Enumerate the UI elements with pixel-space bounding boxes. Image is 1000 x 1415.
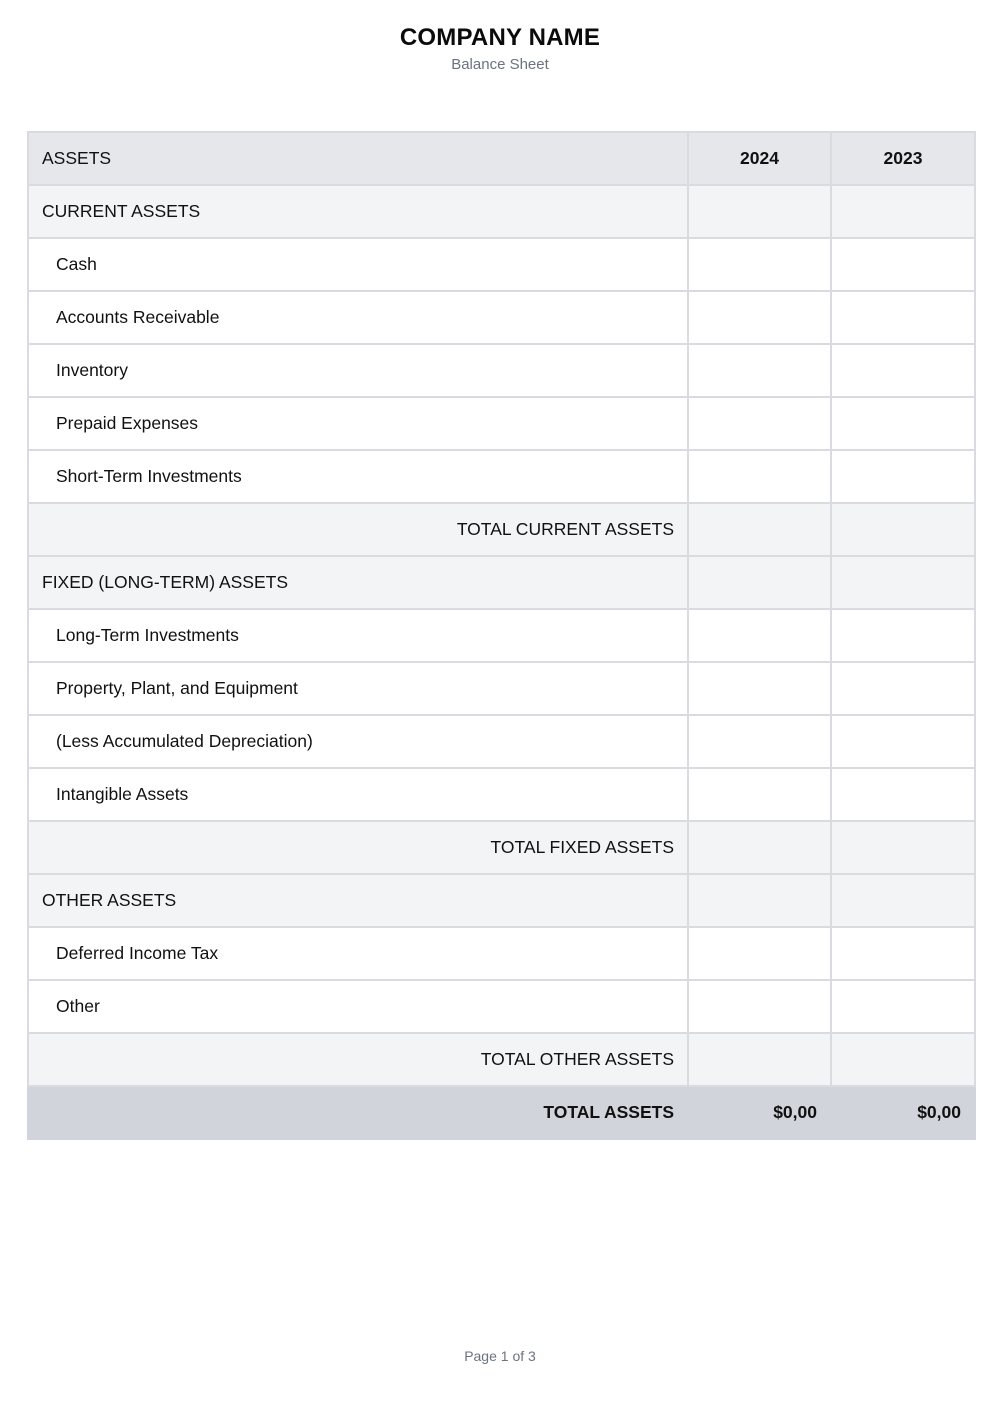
table-row-other bbox=[28, 980, 975, 1033]
subtotal-row-other-assets bbox=[28, 1033, 975, 1086]
line-item-label: Long-Term Investments bbox=[28, 609, 688, 662]
value-cell-2024[interactable] bbox=[688, 1033, 831, 1086]
total-assets-2024-value: $0,00 bbox=[688, 1086, 831, 1139]
table-row-accounts-receivable bbox=[28, 291, 975, 344]
year-2024-column-header: 2024 bbox=[688, 132, 831, 185]
company-name: COMPANY NAME bbox=[399, 24, 601, 51]
value-cell-2023[interactable] bbox=[831, 980, 975, 1033]
table-row-inventory bbox=[28, 344, 975, 397]
value-cell-2024[interactable] bbox=[688, 715, 831, 768]
value-cell-2024[interactable] bbox=[688, 821, 831, 874]
value-cell-2023[interactable] bbox=[831, 397, 975, 450]
section-row-other-assets bbox=[28, 874, 975, 927]
value-cell-2023 bbox=[831, 185, 975, 238]
table-row-short-term-investments bbox=[28, 450, 975, 503]
value-cell-2024[interactable] bbox=[688, 609, 831, 662]
assets-column-header: ASSETS bbox=[28, 132, 688, 185]
balance-sheet-table bbox=[27, 131, 976, 1140]
grand-total-row bbox=[28, 1086, 975, 1139]
value-cell-2024 bbox=[688, 874, 831, 927]
value-cell-2023[interactable] bbox=[831, 1033, 975, 1086]
value-cell-2023[interactable] bbox=[831, 291, 975, 344]
document-subtitle: Balance Sheet bbox=[451, 56, 549, 73]
subtotal-row-current-assets bbox=[28, 503, 975, 556]
section-label: CURRENT ASSETS bbox=[28, 185, 688, 238]
table-row-intangible-assets bbox=[28, 768, 975, 821]
total-assets-2023-value: $0,00 bbox=[831, 1086, 975, 1139]
line-item-label: Property, Plant, and Equipment bbox=[28, 662, 688, 715]
value-cell-2023[interactable] bbox=[831, 344, 975, 397]
table-row-prepaid-expenses bbox=[28, 397, 975, 450]
value-cell-2024[interactable] bbox=[688, 344, 831, 397]
table-row-accumulated-depreciation bbox=[28, 715, 975, 768]
line-item-label: (Less Accumulated Depreciation) bbox=[28, 715, 688, 768]
value-cell-2024[interactable] bbox=[688, 980, 831, 1033]
value-cell-2023[interactable] bbox=[831, 821, 975, 874]
value-cell-2023[interactable] bbox=[831, 609, 975, 662]
value-cell-2024[interactable] bbox=[688, 291, 831, 344]
value-cell-2024[interactable] bbox=[688, 662, 831, 715]
line-item-label: Prepaid Expenses bbox=[28, 397, 688, 450]
section-label: OTHER ASSETS bbox=[28, 874, 688, 927]
section-label: FIXED (LONG-TERM) ASSETS bbox=[28, 556, 688, 609]
section-row-current-assets bbox=[28, 185, 975, 238]
value-cell-2023[interactable] bbox=[831, 238, 975, 291]
line-item-label: Inventory bbox=[28, 344, 688, 397]
section-row-fixed-assets bbox=[28, 556, 975, 609]
value-cell-2023[interactable] bbox=[831, 503, 975, 556]
subtotal-label: TOTAL CURRENT ASSETS bbox=[28, 503, 688, 556]
subtotal-row-fixed-assets bbox=[28, 821, 975, 874]
subtotal-label: TOTAL FIXED ASSETS bbox=[28, 821, 688, 874]
total-assets-label: TOTAL ASSETS bbox=[28, 1086, 688, 1139]
value-cell-2024[interactable] bbox=[688, 768, 831, 821]
value-cell-2023 bbox=[831, 874, 975, 927]
value-cell-2024[interactable] bbox=[688, 397, 831, 450]
line-item-label: Cash bbox=[28, 238, 688, 291]
table-row-deferred-income-tax bbox=[28, 927, 975, 980]
document-header bbox=[0, 22, 1000, 76]
value-cell-2023[interactable] bbox=[831, 715, 975, 768]
line-item-label: Intangible Assets bbox=[28, 768, 688, 821]
value-cell-2023[interactable] bbox=[831, 662, 975, 715]
value-cell-2024[interactable] bbox=[688, 503, 831, 556]
table-row-long-term-investments bbox=[28, 609, 975, 662]
table-row-property-plant-equipment bbox=[28, 662, 975, 715]
line-item-label: Deferred Income Tax bbox=[28, 927, 688, 980]
line-item-label: Accounts Receivable bbox=[28, 291, 688, 344]
value-cell-2024 bbox=[688, 556, 831, 609]
value-cell-2024[interactable] bbox=[688, 450, 831, 503]
year-2023-column-header: 2023 bbox=[831, 132, 975, 185]
page-number: Page 1 of 3 bbox=[464, 1348, 536, 1364]
value-cell-2024[interactable] bbox=[688, 927, 831, 980]
value-cell-2023 bbox=[831, 556, 975, 609]
value-cell-2023[interactable] bbox=[831, 768, 975, 821]
value-cell-2024 bbox=[688, 185, 831, 238]
line-item-label: Other bbox=[28, 980, 688, 1033]
value-cell-2023[interactable] bbox=[831, 927, 975, 980]
line-item-label: Short-Term Investments bbox=[28, 450, 688, 503]
table-row-cash bbox=[28, 238, 975, 291]
value-cell-2024[interactable] bbox=[688, 238, 831, 291]
value-cell-2023[interactable] bbox=[831, 450, 975, 503]
subtotal-label: TOTAL OTHER ASSETS bbox=[28, 1033, 688, 1086]
table-header-row bbox=[28, 132, 975, 185]
